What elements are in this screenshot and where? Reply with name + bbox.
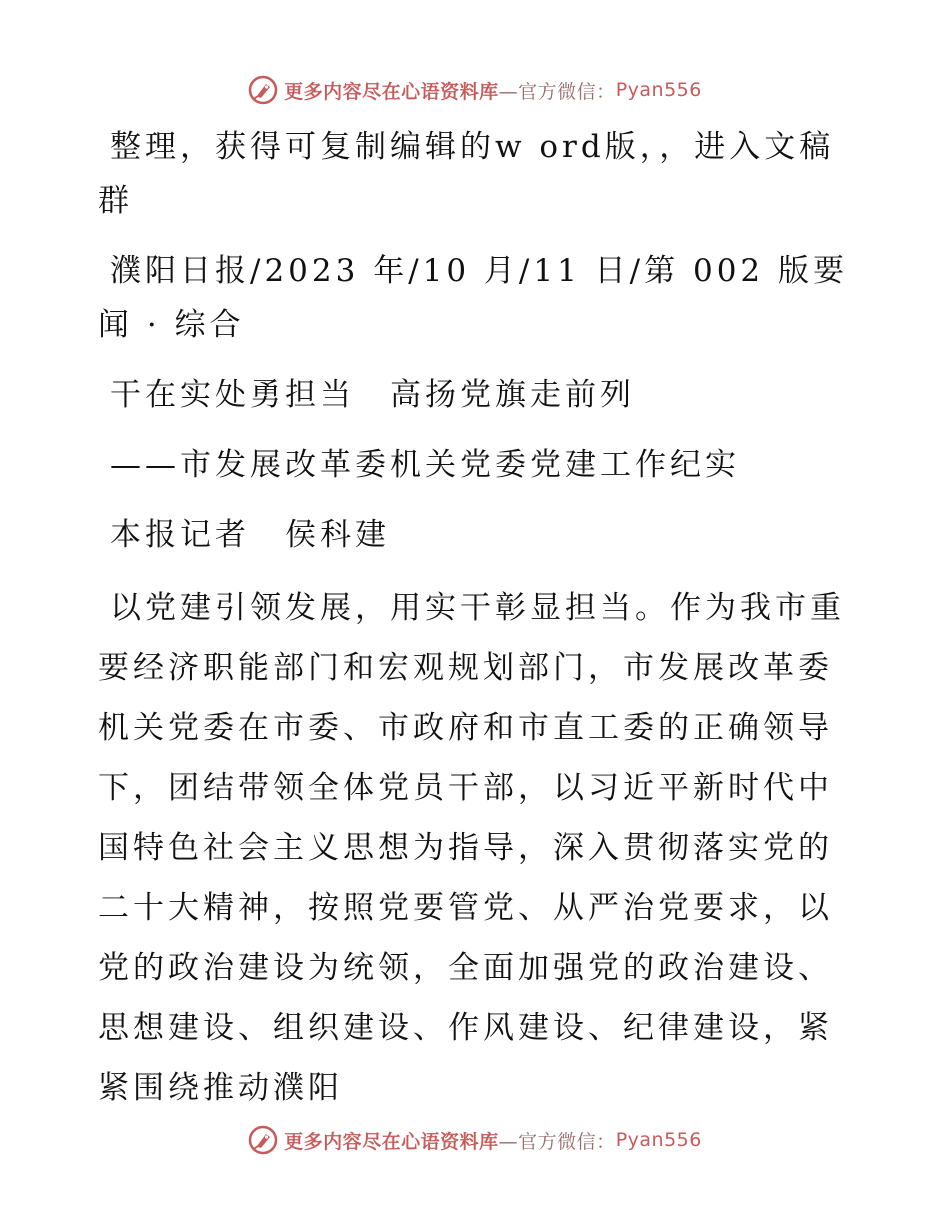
body-paragraph: 以党建引领发展，用实干彰显担当。作为我市重要经济职能部门和宏观规划部门，市发展改革委机关党委在市委、市政府和市直工委的正确领导下，团结带领全体党员干部，以习近平新时代中国特色社会主义思想为指导，深入贯彻落实党的二十大精神，按照党要管党、从严治党要求，以党的政治建设为统领，全面加强党的政治建设、思想建设、组织建设、作风建设、纪律建设，紧紧围绕推动濮阳 — [98, 590, 845, 1106]
subtitle: ——市发展改革委机关党委党建工作纪实 — [110, 447, 740, 483]
watermark-main-text: 更多内容尽在心语资料库 — [284, 1130, 499, 1153]
watermark-footer — [0, 1120, 950, 1160]
source-line: 濮阳日报/2023 年/10 月/11 日/第 002 版要闻 · 综合 — [98, 253, 849, 343]
watermark-wechat-id: Pyan556 — [615, 79, 702, 101]
watermark-main-text: 更多内容尽在心语资料库 — [284, 80, 499, 103]
watermark-wechat-id: Pyan556 — [615, 1129, 702, 1151]
watermark-separator: —官方微信： — [498, 1130, 616, 1153]
byline: 本报记者 侯科建 — [110, 517, 390, 553]
watermark-separator: —官方微信： — [498, 80, 616, 103]
pen-nib-logo-icon — [248, 1125, 278, 1155]
document-body — [98, 120, 858, 1118]
watermark-header — [0, 70, 950, 110]
pen-nib-logo-icon — [248, 75, 278, 105]
headline: 干在实处勇担当 高扬党旗走前列 — [110, 377, 635, 413]
intro-line: 整理，获得可复制编辑的w ord版，，进入文稿群 — [98, 129, 835, 219]
